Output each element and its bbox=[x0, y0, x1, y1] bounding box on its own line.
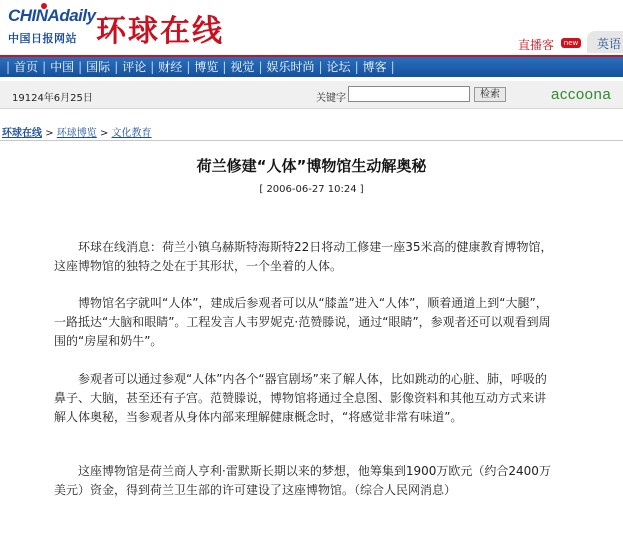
article-paragraph: 参观者可以通过参观“人体”内各个“器官剧场”来了解人体，比如跳动的心脏、肺，呼吸的鼻子、大脑，甚至还有子宫。范赞滕说，博物馆将通过全息图、影像资料和其他互动方式来讲解人体奥秘，当参观者从身体内部来理解健康概念时，“将感觉非常有味道”。 bbox=[54, 372, 547, 424]
nav-separator: | bbox=[114, 60, 119, 74]
article-paragraph: 博物馆名字就叫“人体”，建成后参观者可以从“膝盖”进入“人体”，顺着通道上到“大腿”，一路抵达“大脑和眼睛”。工程发言人韦罗妮克·范赞滕说，通过“眼睛”，参观者还可以观看到周围的“房屋和奶牛”。 bbox=[54, 296, 551, 348]
new-badge: new bbox=[561, 38, 581, 48]
accoona-logo[interactable] bbox=[551, 86, 611, 103]
breadcrumb-item-home[interactable]: 环球在线 bbox=[2, 128, 42, 139]
breadcrumb-separator: > bbox=[99, 128, 109, 139]
info-bar bbox=[0, 81, 623, 109]
current-date: 19124年6月25日 bbox=[12, 93, 93, 104]
nav-separator: | bbox=[390, 60, 395, 74]
breadcrumb bbox=[2, 124, 152, 139]
article-paragraph: 环球在线消息：荷兰小镇乌赫斯特海斯特22日将动工修建一座35米高的健康教育博物馆，这座博物馆的独特之处在于其形状，一个坐着的人体。 bbox=[54, 240, 553, 273]
article-timestamp: [ 2006-06-27 10:24 ] bbox=[259, 184, 364, 195]
nav-item-visual[interactable]: 视觉 bbox=[230, 60, 255, 74]
site-header bbox=[0, 0, 623, 55]
nav-separator: | bbox=[354, 60, 359, 74]
nav-separator: | bbox=[78, 60, 83, 74]
nav-item-opinion[interactable]: 评论 bbox=[122, 60, 147, 74]
nav-separator: | bbox=[6, 60, 11, 74]
nav-separator: | bbox=[150, 60, 155, 74]
breadcrumb-item-expo[interactable]: 环球博览 bbox=[56, 128, 97, 139]
nav-separator: | bbox=[318, 60, 323, 74]
nav-item-forum[interactable]: 论坛 bbox=[326, 60, 351, 74]
nav-separator: | bbox=[258, 60, 263, 74]
logo-english: CHINAdaily bbox=[8, 6, 96, 25]
article-paragraph: 这座博物馆是荷兰商人亨利·雷默斯长期以来的梦想，他筹集到1900万欧元（约合2400万美元）资金，得到荷兰卫生部的许可建设了这座博物馆。（综合人民网消息） bbox=[54, 464, 551, 497]
nav-item-blog[interactable]: 博客 bbox=[362, 60, 387, 74]
main-nav bbox=[0, 55, 623, 77]
live-blog-link[interactable]: 直播客 bbox=[518, 38, 555, 52]
breadcrumb-item-culture[interactable]: 文化教育 bbox=[111, 128, 152, 139]
keyword-input[interactable] bbox=[348, 86, 470, 102]
nav-item-world[interactable]: 国际 bbox=[86, 60, 111, 74]
site-title: 环球在线 bbox=[96, 14, 224, 49]
breadcrumb-separator: > bbox=[45, 128, 54, 139]
nav-item-expo[interactable]: 博览 bbox=[194, 60, 219, 74]
english-tab[interactable]: 英语 bbox=[587, 31, 623, 53]
nav-item-entertainment[interactable]: 娱乐时尚 bbox=[266, 60, 315, 74]
nav-item-finance[interactable]: 财经 bbox=[158, 60, 183, 74]
nav-item-home[interactable]: 首页 bbox=[14, 60, 39, 74]
article-title: 荷兰修建“人体”博物馆生动解奥秘 bbox=[196, 157, 427, 175]
search-button[interactable]: 检索 bbox=[474, 87, 506, 102]
keyword-label: 关键字 bbox=[316, 93, 346, 104]
nav-separator: | bbox=[222, 60, 227, 74]
logo-chinese: 中国日报网站 bbox=[8, 32, 77, 45]
nav-item-china[interactable]: 中国 bbox=[50, 60, 75, 74]
nav-separator: | bbox=[42, 60, 47, 74]
chinadaily-logo[interactable] bbox=[8, 6, 96, 46]
accoona-logo-text: accoona bbox=[551, 86, 612, 103]
divider bbox=[0, 140, 623, 141]
nav-separator: | bbox=[186, 60, 191, 74]
nav-list bbox=[6, 59, 395, 75]
